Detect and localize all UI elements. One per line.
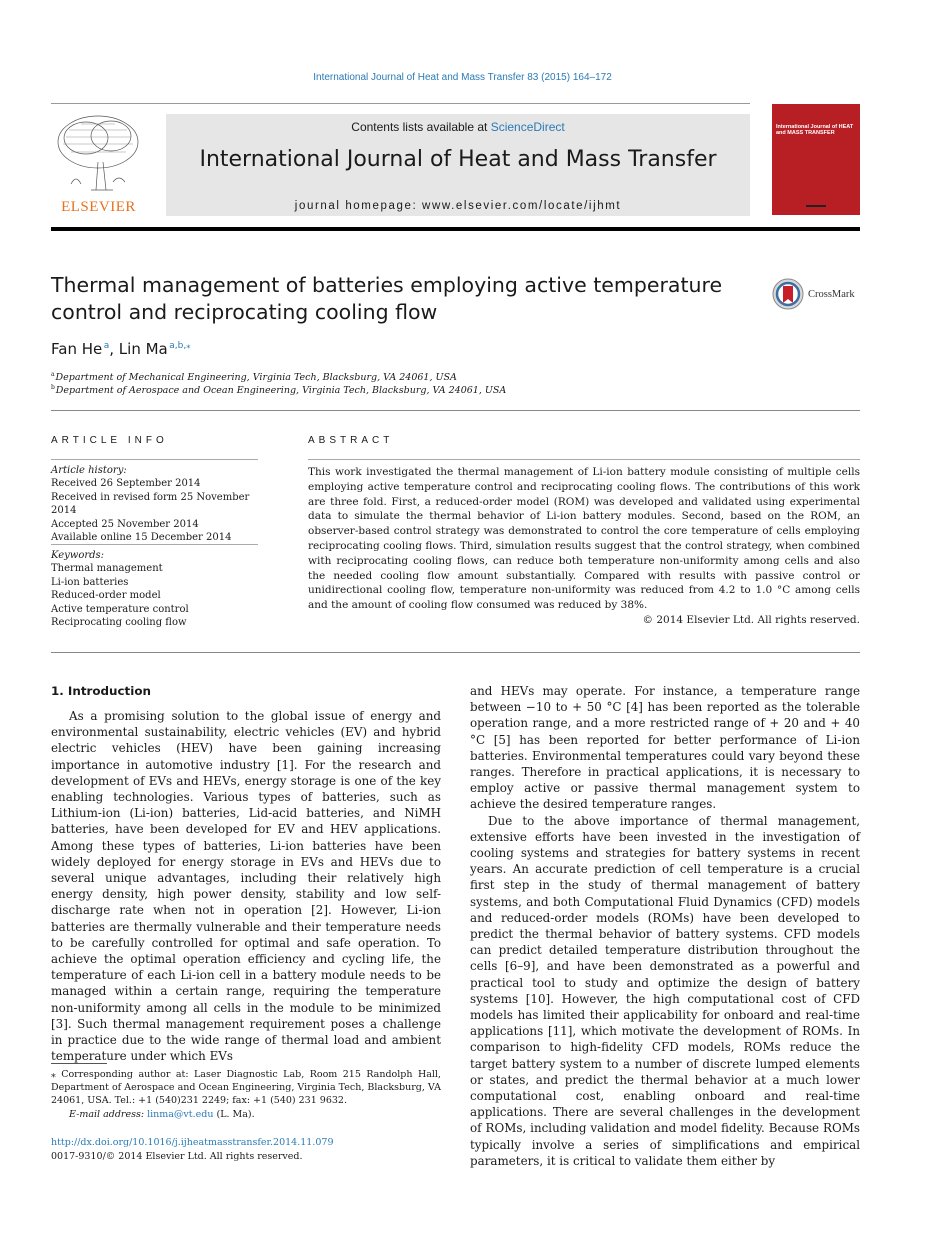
history-item: Received in revised form 25 November 2014: [51, 491, 250, 517]
keyword: Active temperature control: [51, 603, 189, 615]
history-item: Received 26 September 2014: [51, 478, 201, 490]
paragraph: and HEVs may operate. For instance, a temperature range between −10 to + 50 °C [4] has been reported as the tolerable operation range, and a more restricted range of + 20 and + 40 °C [5] has been reported for better performance of Li-ion batteries. Environmental temperatures could vary beyond these ranges. Therefore in practical applications, it is necessary to employ active or passive thermal management system to achieve the desired temperature ranges.: [470, 684, 860, 812]
cover-bar: [806, 205, 826, 207]
abstract-heading: ABSTRACT: [308, 435, 394, 446]
footnote-rule: [51, 1063, 107, 1064]
email-suffix: (L. Ma).: [213, 1108, 255, 1120]
affiliation-text: Department of Mechanical Engineering, Virginia Tech, Blacksburg, VA 24061, USA: [55, 372, 457, 384]
email-link[interactable]: linma@vt.edu: [147, 1108, 214, 1120]
keywords-label: Keywords:: [51, 550, 105, 561]
header-top-rule: [51, 103, 750, 104]
affiliation-text: Department of Aerospace and Ocean Engineering, Virginia Tech, Blacksburg, VA 24061, USA: [55, 385, 507, 397]
contents-line: [166, 120, 750, 134]
article-info-heading: ARTICLE INFO: [51, 435, 168, 446]
crossmark-label: CrossMark: [808, 289, 855, 300]
divider: [51, 410, 860, 411]
corresponding-author-footnote: [51, 1068, 441, 1121]
journal-masthead: [166, 114, 750, 216]
paragraph: Due to the above importance of thermal management, extensive efforts have been invested in the investigation of cooling systems and strategies for battery systems in recent years. An accurate prediction of cell temperature is a crucial first step in the study of thermal management of battery systems, and both Computational Fluid Dynamics (CFD) models and reduced-order models (ROMs) have been developed to predict the thermal behavior of battery systems. CFD models can predict detailed temperature distribution throughout the cells [6–9], and have been demonstrated as a powerful and practical tool to study and optimize the design of battery systems [10]. However, the high computational cost of CFD models has limited their applicability for onboard and real-time applications [11], which motivate the development of ROMs. In comparison to high-fidelity CFD models, ROMs reduce the target battery system to a number of discrete lumped elements or states, and predict the thermal behavior at a much lower computational cost, enabling onboard and real-time applications. There are several challenges in the development of ROMs, including validation and model fidelity. Because ROMs typically involve a series of simplifications and empirical parameters, it is critical to validate them either by: [470, 813, 860, 1168]
history-item: Accepted 25 November 2014: [51, 518, 199, 530]
keyword: Li-ion batteries: [51, 576, 129, 588]
journal-homepage[interactable]: journal homepage: www.elsevier.com/locate/ijhmt: [294, 200, 622, 212]
keyword: Thermal management: [51, 563, 163, 575]
footnote-text: ⁎ Corresponding author at: Laser Diagnostic Lab, Room 215 Randolph Hall, Department of Aerospace and Ocean Engineering, Virginia Tech, Blacksburg, VA 24061, USA. Tel.: +1 (540)231 2249; fax: +1 (540) 231 9632.: [51, 1069, 441, 1107]
divider: [51, 544, 258, 545]
divider: [51, 459, 258, 460]
cover-title: International Journal of HEAT and MASS TRANSFER: [776, 124, 854, 136]
email-label: E-mail address:: [69, 1108, 148, 1120]
journal-title: International Journal of Heat and Mass Transfer: [199, 147, 717, 172]
affiliation-marker: a: [51, 371, 55, 378]
body-left-column: [51, 683, 441, 1064]
affiliation: [51, 371, 457, 383]
article-history: [51, 464, 258, 544]
author-affiliation-marker[interactable]: a,b,⁎: [169, 341, 191, 351]
article-title: Thermal management of batteries employing active temperature control and reciprocating cooling flow: [51, 273, 723, 324]
doi-link[interactable]: http://dx.doi.org/10.1016/j.ijheatmasstransfer.2014.11.079: [51, 1137, 334, 1148]
abstract-copyright: © 2014 Elsevier Ltd. All rights reserved.: [642, 614, 860, 626]
abstract-text: This work investigated the thermal management of Li-ion battery module consisting of multiple cells employing active temperature control and reciprocating cooling flows. The contributions of this work are three fold. First, a reduced-order model (ROM) was developed and validated using experimental data to simulate the thermal behavior of Li-ion battery modules. Second, based on the ROM, an observer-based control strategy was demonstrated to control the core temperature of cells employing reciprocating cooling flows. Third, simulation results suggest that the control strategy, when combined with reciprocating cooling flows, can reduce both temperature non-uniformity among cells and also the needed cooling flow amount substantially. Compared with results with passive control or unidirectional cooling flow, temperature non-uniformity was reduced from 4.2 to 1.0 °C among cells and the amount of cooling flow consumed was reduced by 38%.: [308, 466, 860, 612]
publisher-name: ELSEVIER: [61, 199, 136, 215]
sciencedirect-link[interactable]: ScienceDirect: [490, 120, 565, 134]
header-thick-rule: [51, 227, 860, 231]
journal-reference-link[interactable]: International Journal of Heat and Mass Transfer 83 (2015) 164–172: [313, 72, 612, 83]
author-affiliation-marker[interactable]: a: [103, 341, 110, 351]
history-label: Article history:: [51, 465, 127, 476]
journal-cover-thumbnail: [772, 104, 860, 215]
crossmark-icon: [772, 278, 804, 310]
body-right-column: [470, 683, 860, 1169]
keywords: [51, 549, 258, 629]
author-list: Fan He $^a$, Lin Ma $^{a,b,⁎}$: [51, 340, 191, 358]
affiliation-marker: b: [51, 384, 55, 391]
divider: [308, 459, 860, 460]
issn-line: 0017-9310/© 2014 Elsevier Ltd. All rights reserved.: [51, 1151, 303, 1162]
author-name: Fan He: [51, 340, 103, 358]
paragraph: As a promising solution to the global issue of energy and environmental sustainability, electric vehicles (EV) and hybrid electric vehicles (HEV) have been gaining increasing importance in automotive industry [1]. For the research and development of EVs and HEVs, energy storage is one of the key enabling technologies. Various types of batteries, such as Lithium-ion (Li-ion) batteries, Lid-acid batteries, and NiMH batteries, have been developed for EV and HEV applications. Among these types of batteries, Li-ion batteries have been widely deployed for energy storage in EVs and HEVs due to several unique advantages, including their relatively high energy density, high power density, stability and low self-discharge rate when not in operation [2]. However, Li-ion batteries are thermally vulnerable and their temperature needs to be carefully controlled for optimal and safe operation. To achieve the optimal operation efficiency and cycling life, the temperature of each Li-ion cell in a battery module needs to be managed within a certain range, requiring the temperature non-uniformity among all cells in the module to be minimized [3]. Such thermal management requirement poses a challenge in practice due to the wide range of thermal load and ambient temperature under which EVs: [51, 709, 441, 1064]
affiliation: [51, 384, 506, 396]
author-name: Lin Ma: [118, 340, 168, 358]
keyword: Reduced-order model: [51, 590, 161, 602]
history-item: Available online 15 December 2014: [51, 532, 232, 544]
keyword: Reciprocating cooling flow: [51, 617, 187, 629]
divider: [51, 652, 860, 653]
contents-prefix: Contents lists available at: [351, 120, 491, 134]
crossmark-badge[interactable]: [772, 278, 862, 310]
tree-icon: [51, 112, 146, 197]
section-heading: 1. Introduction: [51, 684, 151, 698]
